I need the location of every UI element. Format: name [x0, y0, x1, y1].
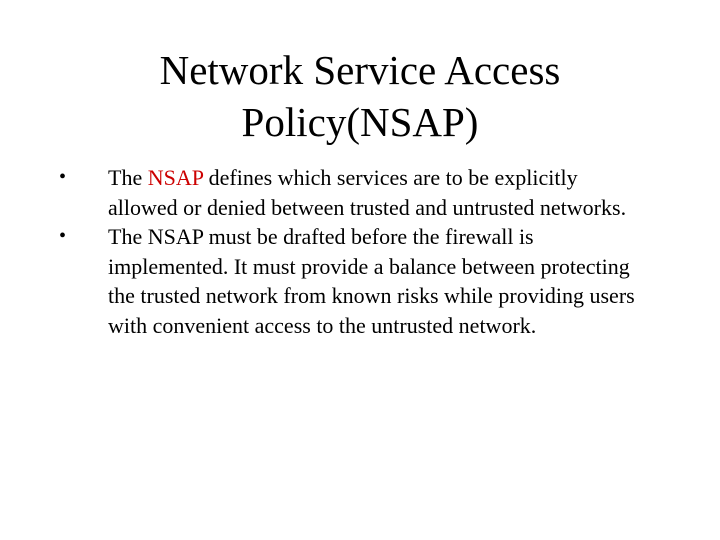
bullet-body: defines which services are to be explicitly allowed or denied between trusted and untrusted networks.: [108, 165, 627, 220]
bullet-item-1: [0, 163, 720, 222]
bullet-text-1: [108, 163, 648, 222]
bullet-icon: •: [59, 225, 67, 247]
slide-title-line-2: Policy(NSAP): [241, 99, 479, 145]
bullet-text-2: The NSAP must be drafted before the firewall is implemented. It must provide a balance between protecting the trusted network from known risks while providing users with convenient access to the untrusted network.: [108, 224, 635, 338]
bullet-item-2: [0, 222, 720, 340]
slide-title: [90, 44, 630, 148]
bullet-prefix: The: [108, 165, 148, 190]
highlighted-term: NSAP: [147, 165, 204, 190]
bullet-icon: •: [59, 166, 67, 188]
bullet-list: [0, 163, 720, 340]
slide-title-line-1: Network Service Access: [159, 47, 561, 93]
